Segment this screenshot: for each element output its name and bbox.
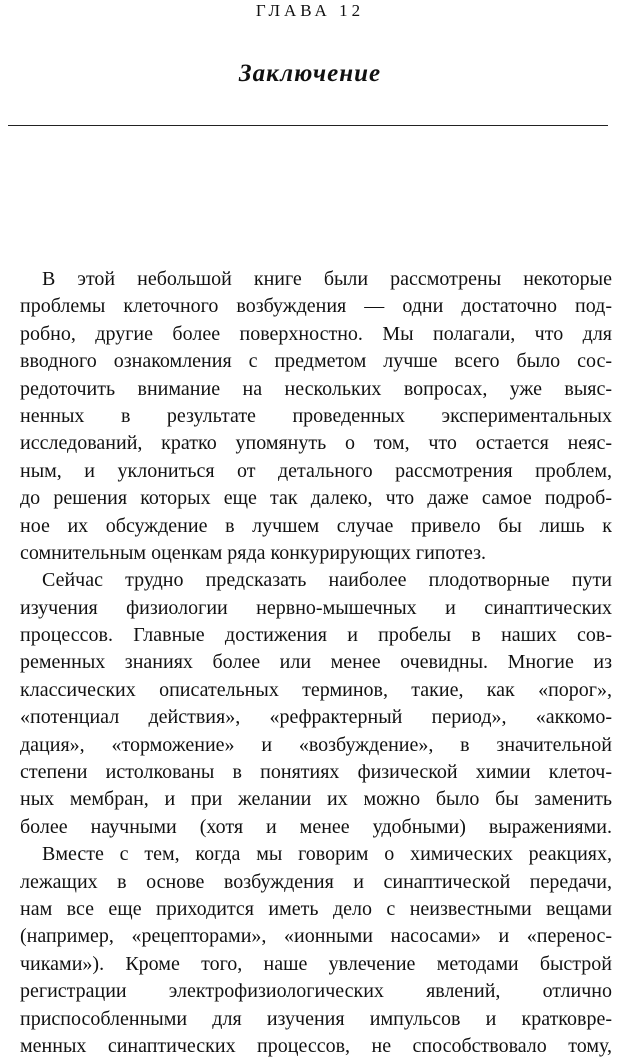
text-line: проблемы клеточного возбуждения — одни достаточно под- [20, 295, 612, 318]
chapter-number: ГЛАВА 12 [255, 1, 365, 20]
text-line: «потенциал действия», «рефрактерный период», «аккомо- [20, 706, 612, 729]
text-line: Вместе с тем, когда мы говорим о химических реакциях, [42, 843, 612, 866]
text-line: В этой небольшой книге были рассмотрены некоторые [42, 268, 612, 290]
text-line: процессов. Главные достижения и пробелы в наших сов- [20, 624, 612, 647]
text-line: менных синаптических процессов, не способствовало тому, [20, 1034, 612, 1057]
body-text [20, 266, 612, 1060]
text-line: ненных в результате проведенных экспериментальных [20, 404, 612, 427]
text-line: ременных знаниях более или менее очевидны. Многие из [20, 651, 612, 674]
chapter-title: Заключение [238, 60, 382, 87]
title-divider [8, 125, 608, 126]
text-line: нам все еще приходится иметь дело с неизвестными вещами [20, 897, 612, 920]
text-line: степени истолкованы в понятиях физической химии клеточ- [20, 761, 612, 784]
text-line: ных мембран, и при желании их можно было бы заменить [20, 788, 612, 811]
text-line: чиками»). Кроме того, наше увлечение методами быстрой [20, 952, 612, 975]
text-line: ное их обсуждение в лучшем случае привело бы лишь к [20, 514, 612, 537]
text-line: приспособленными для изучения импульсов и кратковре- [20, 1007, 612, 1030]
text-line: дация», «торможение» и «возбуждение», в значительной [20, 733, 612, 756]
text-line: более научными (хотя и менее удобными) выражениями. [20, 815, 612, 838]
text-line: изучения физиологии нервно-мышечных и синаптических [20, 596, 612, 619]
text-line: редоточить внимание на нескольких вопросах, уже выяс- [20, 377, 612, 400]
text-line: сомнительным оценкам ряда конкурирующих гипотез. [20, 541, 486, 564]
text-line: до решения которых еще так далеко, что даже самое подроб- [20, 487, 612, 510]
text-line: классических описательных терминов, такие, как «порог», [20, 678, 612, 701]
text-line: (например, «рецепторами», «ионными насосами» и «перенос- [20, 925, 612, 948]
text-line: робно, другие более поверхностно. Мы полагали, что для [20, 322, 612, 345]
text-line: вводного ознакомления с предметом лучше всего было сос- [20, 350, 612, 373]
text-line: регистрации электрофизиологических явлений, отлично [20, 980, 612, 1003]
text-line: ным, и уклониться от детального рассмотрения проблем, [20, 459, 612, 482]
text-line: Сейчас трудно предсказать наиболее плодотворные пути [42, 569, 612, 592]
text-line: исследований, кратко упомянуть о том, что остается неяс- [20, 432, 612, 455]
text-line: лежащих в основе возбуждения и синаптической передачи, [20, 870, 612, 893]
